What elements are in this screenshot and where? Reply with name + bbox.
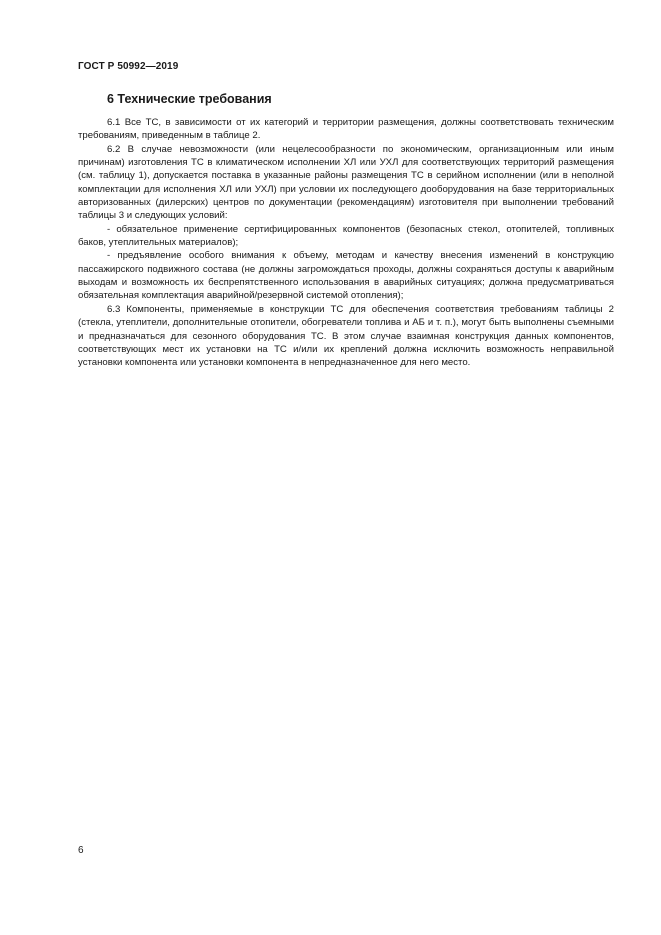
page-number: 6 bbox=[78, 845, 84, 856]
document-standard-id: ГОСТ Р 50992—2019 bbox=[78, 61, 179, 72]
list-item-certified-components: - обязательное применение сертифицированных компонентов (безопасных стекол, отопителей, топливных баков, утеплительных материалов); bbox=[78, 223, 614, 249]
list-item-design-changes: - предъявление особого внимания к объему, методам и качеству внесения изменений в конструкцию пассажирского подвижного состава (не должны загромождаться проходы, должны сохраняться доступы к аварийным выходам и возможность их беспрепятственного использования в аварийных ситуациях; должна предусматриваться обязательная комплектация аварийной/резервной системой отопления); bbox=[78, 250, 614, 302]
paragraph-6-3: 6.3 Компоненты, применяемые в конструкции ТС для обеспечения соответствия требованиям таблицы 2 (стекла, утеплители, дополнительные отопители, обогреватели топлива и АБ и т. п.), могут быть выполнены съемными и предназначаться для сезонного оборудования ТС. В этом случае взаимная конструкция данных компонентов, соответствующих мест их установки на ТС и/или их креплений должна исключить возможность неправильной установки компонента или установки компонента в непредназначенное для него место. bbox=[78, 303, 614, 369]
paragraph-6-1: 6.1 Все ТС, в зависимости от их категорий и территории размещения, должны соответствовать техническим требованиям, приведенным в таблице 2. bbox=[78, 117, 614, 142]
section-title: 6 Технические требования bbox=[107, 92, 272, 106]
section-body bbox=[78, 116, 614, 370]
paragraph-6-2: 6.2 В случае невозможности (или нецелесообразности по экономическим, организационным или иным причинам) изготовления ТС в климатическом исполнении ХЛ или УХЛ для соответствующих территорий размещения (см. таблицу 1), допускается поставка в указанные районы размещения ТС в серийном исполнении (или в неполной комплектации для исполнения ХЛ или УХЛ) при условии их последующего дооборудования на базе территориальных авторизованных (дилерских) центров по документации (рекомендациям) изготовителя при выполнении требований таблицы 3 и следующих условий: bbox=[78, 143, 614, 222]
